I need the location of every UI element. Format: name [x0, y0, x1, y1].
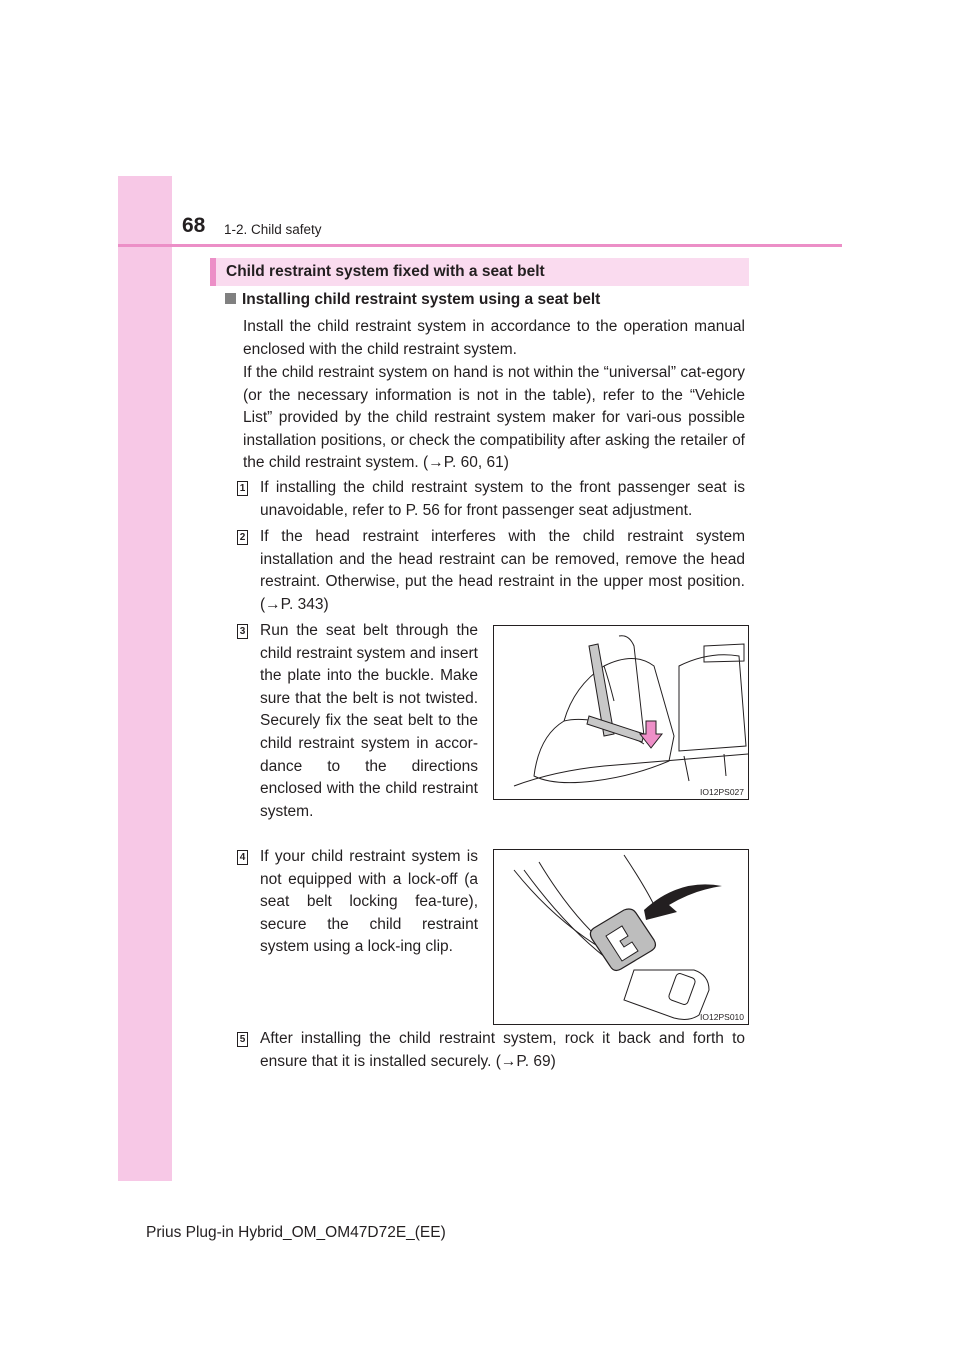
step-text: If your child restraint system is not equipped with a lock-off (a seat belt locking fea-ture), secure the child restraint system using a lock-ing clip.	[260, 848, 478, 956]
locking-clip-illustration	[494, 850, 748, 1024]
footer-doc-id: Prius Plug-in Hybrid_OM_OM47D72E_(EE)	[146, 1224, 446, 1241]
section-title: 1-2. Child safety	[224, 222, 322, 237]
subheading-text: Installing child restraint system using a seat belt	[242, 291, 601, 308]
step-badge: 4	[237, 850, 248, 865]
header-rule	[118, 244, 842, 247]
step-badge: 3	[237, 624, 248, 639]
side-band	[118, 176, 172, 1181]
locking-clip-figure	[493, 849, 749, 1025]
step-badge: 2	[237, 530, 248, 545]
intro-paragraph: Install the child restraint system in accordance to the operation manual enclosed with the child restraint system.	[243, 318, 745, 358]
square-bullet-icon	[225, 293, 236, 304]
step-badge: 1	[237, 481, 248, 496]
box-heading: Child restraint system fixed with a seat belt	[210, 258, 749, 286]
step-text: Run the seat belt through the child restraint system and insert the plate into the buckle. Make sure that the belt is not twisted. Securely fix the seat belt to the child restraint system in accor-dance to the directions enclosed with the child restraint system.	[260, 622, 478, 820]
page-number: 68	[182, 214, 206, 237]
subheading	[225, 291, 600, 309]
figure-code: IO12PS010	[700, 1012, 744, 1022]
step-text: After installing the child restraint system, rock it back and forth to ensure that it is installed securely. (→P. 69)	[260, 1030, 745, 1070]
figure-code: IO12PS027	[700, 787, 744, 797]
child-seat-illustration	[494, 626, 748, 799]
intro-paragraph: If the child restraint system on hand is not within the “universal” cat-egory (or the necessary information is not in the table), refer to the “Vehicle List” provided by the child restraint system maker for vari-ous possible installation positions, or check the compatibility after asking the retailer of the child restraint system. (→P. 60, 61)	[243, 364, 745, 472]
step-badge: 5	[237, 1032, 248, 1047]
step-text: If the head restraint interferes with the child restraint system installation and the head restraint can be removed, remove the head restraint. Otherwise, put the head restraint in the upper most position. (→P. 343)	[260, 528, 745, 613]
step-text: If installing the child restraint system to the front passenger seat is unavoidable, refer to P. 56 for front passenger seat adjustment.	[260, 479, 745, 519]
child-seat-figure	[493, 625, 749, 800]
